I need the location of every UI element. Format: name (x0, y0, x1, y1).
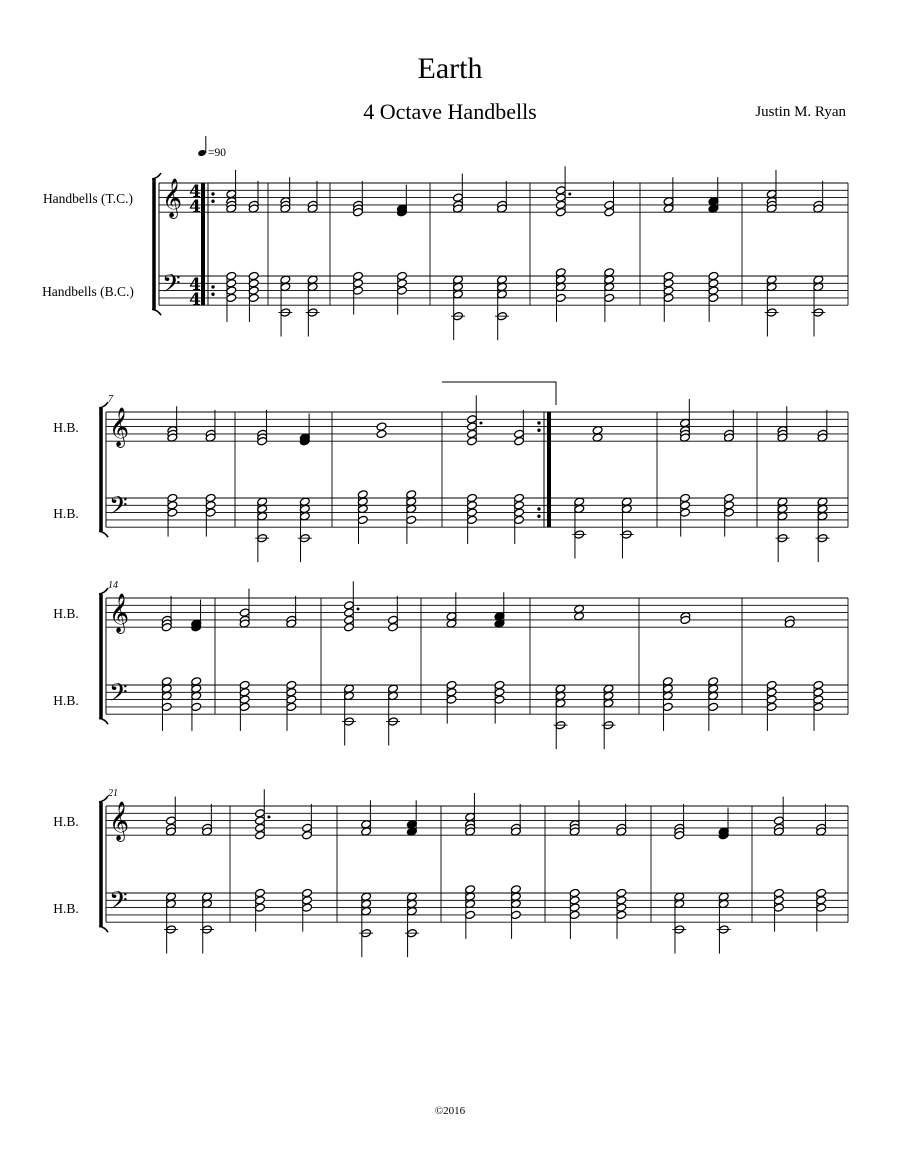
treble-chord (604, 181, 615, 217)
bass-clef-icon: 𝄢 (109, 678, 128, 712)
treble-chord (353, 181, 364, 217)
time-signature-top: 4 (189, 182, 201, 202)
treble-chord (813, 181, 824, 213)
part-label-bass: Handbells (B.C.) (42, 284, 134, 299)
treble-chord (307, 181, 318, 213)
bass-chord (255, 497, 269, 562)
bass-chord (663, 271, 674, 322)
treble-chord (497, 181, 508, 213)
treble-chord (510, 804, 521, 836)
bass-chord (765, 275, 779, 337)
notehead (376, 429, 387, 438)
bass-chord (446, 680, 457, 723)
treble-chord (465, 793, 476, 836)
treble-chord (718, 808, 729, 840)
treble-clef-icon: 𝄞 (109, 407, 130, 447)
augmentation-dot (267, 815, 270, 818)
treble-chord (205, 410, 216, 442)
bass-chord (239, 680, 250, 731)
treble-chord (344, 581, 360, 632)
treble-chord (226, 170, 237, 213)
bass-chord (164, 892, 178, 954)
bass-chord (601, 684, 615, 749)
treble-chord (616, 804, 627, 836)
part-label-bass: H.B. (53, 506, 79, 521)
volta-bracket (442, 382, 556, 405)
treble-chord (376, 422, 387, 439)
bracket-bottom-hook (99, 926, 108, 932)
treble-chord (816, 804, 827, 836)
tempo-value: =90 (208, 147, 226, 159)
treble-chord (239, 589, 250, 629)
time-signature-bottom: 4 (189, 290, 201, 310)
bass-chord (359, 892, 373, 957)
bass-chord (816, 888, 827, 931)
treble-clef-icon: 𝄞 (109, 593, 130, 633)
bass-chord (813, 680, 824, 731)
treble-chord (302, 804, 313, 840)
repeat-start (203, 183, 215, 305)
treble-chord (255, 789, 271, 840)
bass-chord (286, 680, 297, 731)
bass-chord (620, 497, 634, 559)
augmentation-dot (357, 607, 360, 610)
bass-chord (342, 684, 356, 746)
bass-clef-icon: 𝄢 (109, 491, 128, 525)
part-label-bass: H.B. (53, 693, 79, 708)
bass-chord (353, 271, 364, 314)
repeat-dot (211, 293, 214, 296)
bass-chord (386, 684, 400, 746)
treble-chord (257, 410, 268, 446)
bracket-top-hook (99, 588, 108, 594)
repeat-dot (537, 429, 540, 432)
bass-chord (672, 892, 686, 954)
bass-chord (717, 892, 731, 954)
treble-chord (773, 797, 784, 837)
treble-chord (397, 185, 408, 217)
treble-clef-icon: 𝄞 (109, 801, 130, 841)
bass-clef-icon: 𝄢 (109, 886, 128, 920)
bass-chord (451, 275, 465, 340)
bass-chord (397, 271, 408, 314)
treble-chord (680, 612, 691, 625)
system-1 (42, 173, 848, 315)
treble-chord (784, 615, 795, 628)
score-subtitle: 4 Octave Handbells (363, 99, 537, 124)
bass-chord (773, 888, 784, 931)
system-4 (53, 788, 848, 932)
treble-chord (248, 181, 259, 213)
treble-clef-icon: 𝄞 (162, 178, 183, 218)
measure-number: 7 (108, 394, 113, 405)
repeat-dot (537, 421, 540, 424)
treble-chord (191, 600, 202, 632)
time-signature-top: 4 (189, 275, 201, 295)
bass-chord (205, 493, 216, 536)
time-signature-treble (189, 182, 201, 217)
bass-chord (494, 680, 505, 723)
part-label-treble: Handbells (T.C.) (42, 191, 134, 206)
bracket-bottom-hook (99, 718, 108, 724)
copyright-notice: ©2016 (434, 1105, 466, 1117)
bass-chord (708, 271, 719, 322)
treble-chord (467, 395, 483, 446)
bass-chord (278, 275, 292, 337)
bass-chord (811, 275, 825, 337)
bass-chord (226, 271, 237, 322)
treble-staff (106, 598, 848, 627)
bass-chord (569, 888, 580, 939)
treble-chord (817, 410, 828, 442)
part-label-bass: H.B. (53, 901, 79, 916)
measure-number: 14 (108, 580, 118, 591)
bracket-bottom-hook (152, 309, 161, 315)
bracket-top-hook (99, 796, 108, 802)
bass-chord (514, 493, 525, 544)
treble-chord (453, 174, 464, 214)
augmentation-dot (568, 192, 571, 195)
measure-number: 21 (108, 788, 118, 799)
time-signature-bottom: 4 (189, 197, 201, 217)
bass-chord (167, 493, 178, 536)
bass-staff (106, 685, 848, 714)
bass-chord (724, 493, 735, 536)
repeat-dot (537, 515, 540, 518)
bass-chord (467, 493, 478, 544)
treble-chord (166, 797, 177, 837)
treble-chord (299, 414, 310, 446)
repeat-dot (211, 285, 214, 288)
bass-chord (200, 892, 214, 954)
bass-chord (248, 271, 259, 322)
repeat-dot (211, 200, 214, 203)
treble-chord (388, 596, 399, 632)
treble-staff (106, 806, 848, 835)
repeat-end (537, 412, 549, 527)
bass-chord (298, 497, 312, 562)
treble-chord (555, 166, 571, 217)
bass-chord (405, 892, 419, 957)
bass-chord (680, 493, 691, 536)
bass-clef-icon: 𝄢 (162, 269, 181, 303)
time-signature-bass (189, 275, 201, 310)
treble-chord (202, 804, 213, 836)
bass-chord (572, 497, 586, 559)
bass-chord (306, 275, 320, 337)
bass-chord (255, 888, 266, 931)
bass-chord (302, 888, 313, 931)
tempo-marking (197, 136, 226, 159)
bass-chord (495, 275, 509, 340)
score-title: Earth (417, 52, 483, 85)
treble-chord (766, 170, 777, 213)
bracket-top-hook (99, 402, 108, 408)
part-label-treble: H.B. (53, 606, 79, 621)
augmentation-dot (479, 421, 482, 424)
repeat-dot (537, 507, 540, 510)
treble-chord (680, 399, 691, 442)
treble-chord (286, 596, 297, 628)
bass-staff (106, 893, 848, 922)
part-label-treble: H.B. (53, 814, 79, 829)
bass-chord (816, 497, 830, 562)
bass-chord (766, 680, 777, 731)
part-label-treble: H.B. (53, 420, 79, 435)
bracket-top-hook (152, 173, 161, 179)
treble-chord (724, 410, 735, 442)
treble-chord (674, 804, 685, 840)
repeat-dot (211, 192, 214, 195)
treble-chord (514, 410, 525, 446)
bass-chord (554, 684, 568, 749)
treble-chord (161, 596, 172, 632)
bracket-bottom-hook (99, 531, 108, 537)
bass-chord (616, 888, 627, 939)
bass-chord (775, 497, 789, 562)
composer-name: Justin M. Ryan (755, 104, 846, 120)
